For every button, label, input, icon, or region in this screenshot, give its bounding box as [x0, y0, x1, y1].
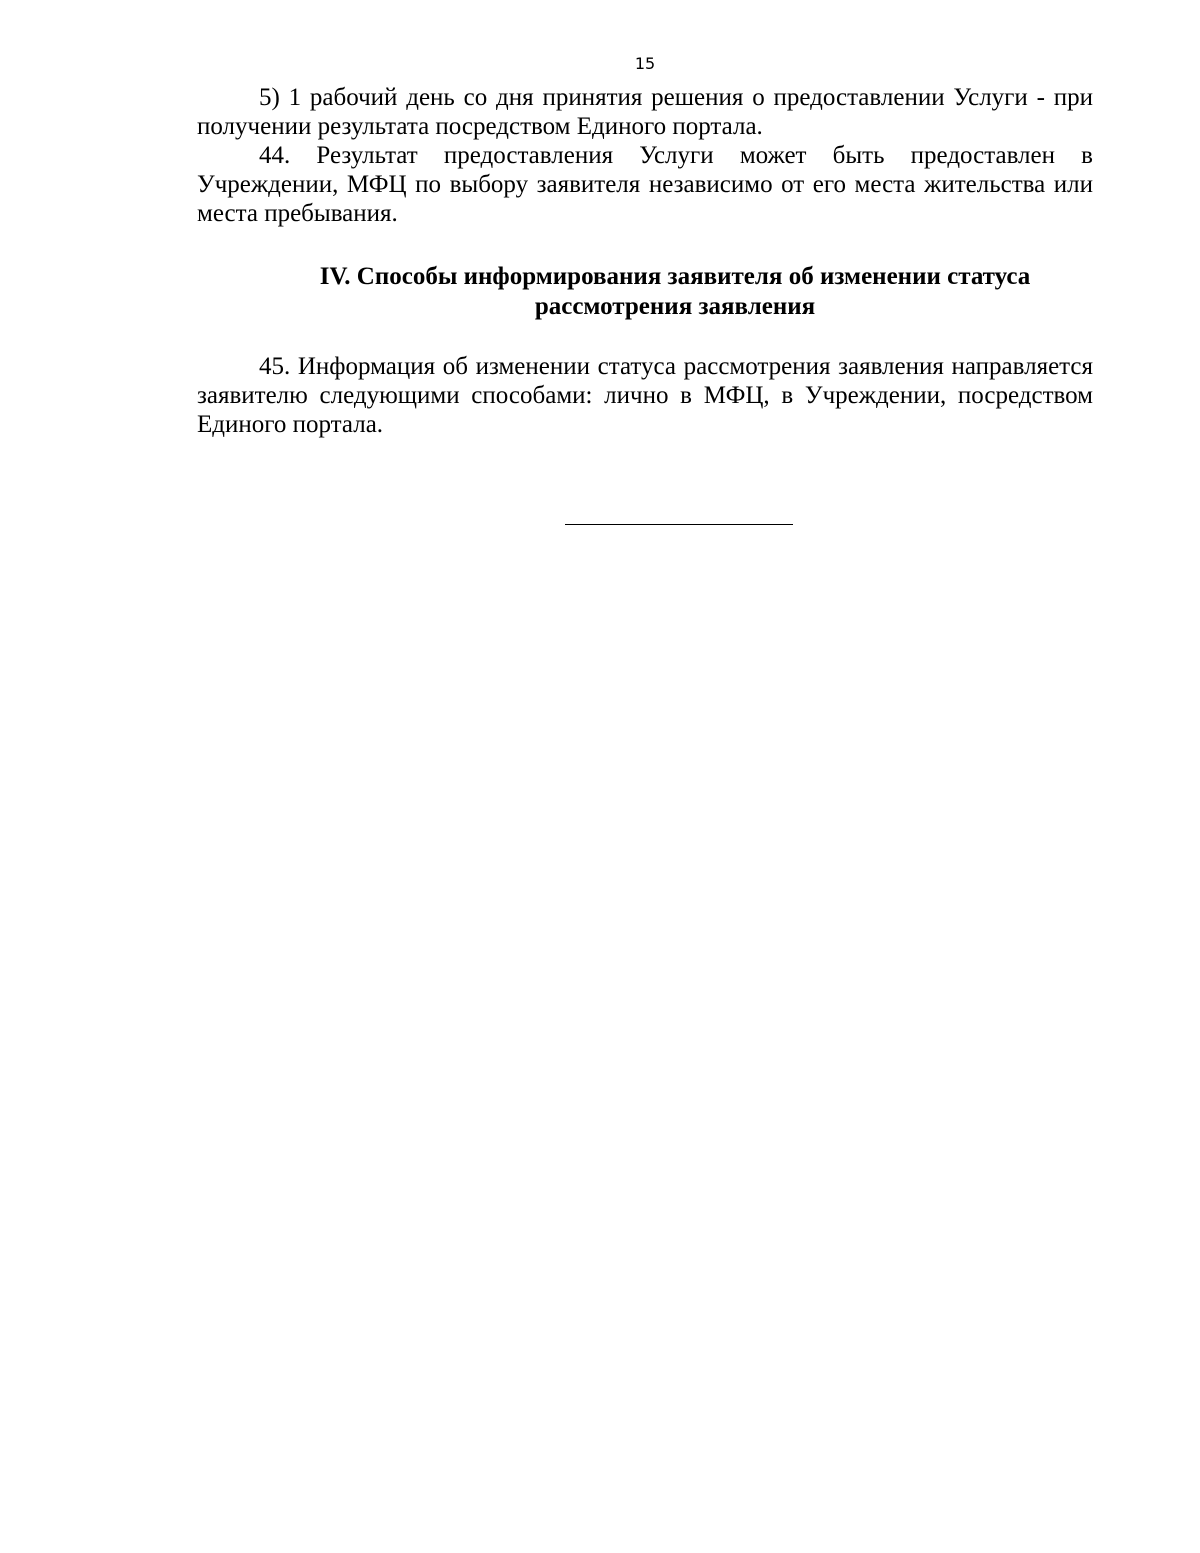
closing-divider-line — [565, 524, 793, 525]
paragraph-item-5: 5) 1 рабочий день со дня принятия решения о предоставлении Услуги - при получении результата посредством Единого портала. — [197, 84, 1093, 140]
paragraph-45: 45. Информация об изменении статуса рассмотрения заявления направляется заявителю следующими способами: лично в МФЦ, в Учреждении, посредством Единого портала. — [197, 353, 1093, 438]
page-number: 15 — [634, 54, 656, 73]
section-heading-line-2: рассмотрения заявления — [534, 293, 816, 320]
paragraph-44: 44. Результат предоставления Услуги может быть предоставлен в Учреждении, МФЦ по выбору заявителя независимо от его места жительства или места пребывания. — [197, 142, 1093, 227]
section-heading-line-1: IV. Способы информирования заявителя об изменении статуса — [319, 263, 1031, 290]
section-heading — [197, 262, 1093, 322]
document-body — [197, 83, 1093, 439]
